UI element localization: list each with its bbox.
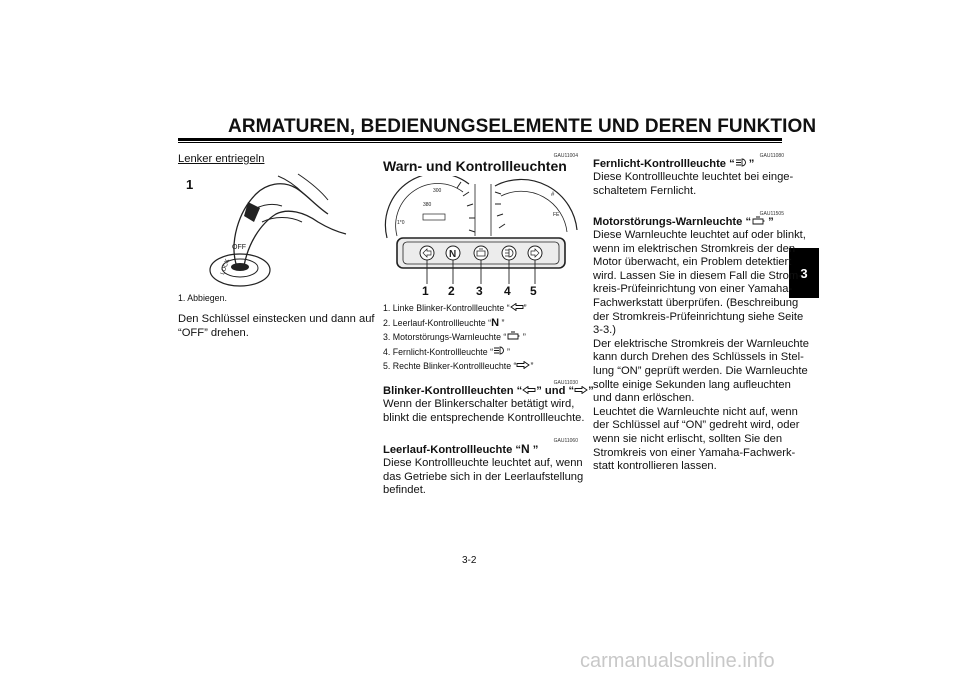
body-line: das Getriebe sich in der Leerlaufstellung xyxy=(383,470,584,483)
motorstoerung-body xyxy=(593,229,809,474)
engine-icon xyxy=(506,331,520,340)
callout-4: 4 xyxy=(504,284,511,298)
header-rule-thick xyxy=(178,138,782,141)
body-line: Wenn der Blinkerschalter betätigt wird, xyxy=(383,398,575,410)
callout-2: 2 xyxy=(448,284,455,298)
body-line: Diese Warnleuchte leuchtet auf oder blinkt, xyxy=(593,229,806,241)
watermark: carmanualsonline.info xyxy=(580,650,775,672)
key-lock-label: LOCK xyxy=(219,258,232,276)
svg-text:300: 300 xyxy=(433,188,442,194)
figure-caption: 1. Abbiegen. xyxy=(178,293,227,303)
body-line: wird. Lassen Sie in diesem Fall die Strom- xyxy=(593,269,802,282)
body-line: statt kontrollieren lassen. xyxy=(593,460,717,473)
engine-icon xyxy=(751,216,765,225)
heading-text: Leerlauf-Kontrollleuchte “ xyxy=(383,444,521,456)
legend-item: 2. Leerlauf-Kontrollleuchte “N ” xyxy=(383,316,505,329)
high-beam-icon xyxy=(735,158,749,167)
arrow-left-icon xyxy=(522,386,536,394)
legend-item: 1. Linke Blinker-Kontrollleuchte “ ” xyxy=(383,303,527,313)
body-line: Motor überwacht, ein Problem detektiert xyxy=(593,256,792,269)
legend-text: 3. Motorstörungs-Warnleuchte “ xyxy=(383,332,507,342)
neutral-n-icon: N xyxy=(491,316,500,329)
heading-text: Motorstörungs-Warnleuchte “ xyxy=(593,216,752,228)
legend-item: 4. Fernlicht-Kontrollleuchte “ ” xyxy=(383,346,510,357)
header-rule-thin xyxy=(178,142,782,143)
body-line: kann durch Drehen des Schlüssels in Stel- xyxy=(593,351,804,364)
body-line: Fachwerkstatt überprüfen. (Beschreibung xyxy=(593,296,799,309)
body-line: Diese Kontrollleuchte leuchtet auf, wenn xyxy=(383,457,583,469)
body-line: blinkt die entsprechende Kontrollleuchte. xyxy=(383,411,585,424)
key-figure xyxy=(178,172,350,290)
legend-text: 5. Rechte Blinker-Kontrollleuchte “ xyxy=(383,361,517,371)
high-beam-icon xyxy=(493,346,507,355)
body-line: Diese Kontrollleuchte leuchtet bei einge- xyxy=(593,171,794,183)
body-line: der Stromkreis-Prüfeinrichtung siehe Seite xyxy=(593,310,804,323)
fernlicht-body xyxy=(593,171,793,198)
figure-callout: 1 xyxy=(186,177,194,192)
arrow-right-icon xyxy=(516,361,530,369)
body-line: der Schlüssel auf “ON” gedreht wird, oder xyxy=(593,419,800,432)
body-line: schaltetem Fernlicht. xyxy=(593,184,697,197)
body-line: kreis-Prüfeinrichtung von einer Yamaha- xyxy=(593,283,793,296)
body-line: wenn im elektrischen Stromkreis der den xyxy=(593,242,796,255)
svg-text:N: N xyxy=(449,249,457,260)
neutral-body xyxy=(383,457,583,498)
heading-text: ” und “ xyxy=(536,385,575,397)
legend-text: 1. Linke Blinker-Kontrollleuchte “ xyxy=(383,303,510,313)
section-heading-blinker: Blinker-Kontrollleuchten “ ” und “ ” xyxy=(383,385,594,397)
svg-text:1*0: 1*0 xyxy=(397,220,405,226)
neutral-n-icon: N xyxy=(521,442,530,456)
legend-item: 5. Rechte Blinker-Kontrollleuchte “ ” xyxy=(383,361,534,371)
reference-code: GAU11030 xyxy=(553,380,578,386)
section-heading-lenker: Lenker entriegeln xyxy=(178,153,265,165)
body-line: Stromkreis von einer Yamaha-Fachwerk- xyxy=(593,446,796,459)
reference-code: GAU11505 xyxy=(759,211,784,217)
legend-item: 3. Motorstörungs-Warnleuchte “ ” xyxy=(383,332,526,342)
body-line: “OFF” drehen. xyxy=(178,326,249,339)
legend-list xyxy=(383,302,533,375)
svg-text:#: # xyxy=(551,192,555,198)
section-heading-fernlicht: Fernlicht-Kontrollleuchte “ ” xyxy=(593,158,755,170)
legend-text: 2. Leerlauf-Kontrollleuchte “ xyxy=(383,317,492,328)
section-heading-motorstoerung: Motorstörungs-Warnleuchte “ ” xyxy=(593,216,774,228)
reference-code: GAU11080 xyxy=(759,153,784,159)
arrow-left-icon xyxy=(510,303,524,311)
page-number: 3-2 xyxy=(462,555,477,566)
reference-code: GAU11004 xyxy=(553,153,578,159)
callout-1: 1 xyxy=(422,284,429,298)
chapter-tab: 3 xyxy=(789,248,819,298)
body-line: befindet. xyxy=(383,484,426,497)
section-heading-leerlauf: Leerlauf-Kontrollleuchte “N ” xyxy=(383,442,539,456)
body-line: Den Schlüssel einstecken und dann auf xyxy=(178,313,375,325)
key-off-label: OFF xyxy=(232,244,246,251)
body-line: Leuchtet die Warnleuchte nicht auf, wenn xyxy=(593,405,798,418)
legend-text: 4. Fernlicht-Kontrollleuchte “ xyxy=(383,346,494,357)
reference-code: GAU11060 xyxy=(553,438,578,444)
body-line: 3-3.) xyxy=(593,324,617,337)
svg-text:FE: FE xyxy=(553,212,560,218)
page-title: ARMATUREN, BEDIENUNGSELEMENTE UND DEREN FUNKTION xyxy=(228,116,817,137)
callout-5: 5 xyxy=(530,284,537,298)
heading-text: Fernlicht-Kontrollleuchte “ xyxy=(593,158,735,170)
key-illustration xyxy=(178,172,350,290)
body-line: lung “ON” geprüft werden. Die Warnleuchte xyxy=(593,364,808,377)
heading-text: Blinker-Kontrollleuchten “ xyxy=(383,385,523,397)
body-line: Der elektrische Stromkreis der Warnleuchte xyxy=(593,337,809,350)
section-heading-warn: Warn- und Kontrollleuchten xyxy=(383,158,567,174)
body-line: wenn sie nicht erlischt, sollten Sie den xyxy=(593,432,783,445)
svg-text:380: 380 xyxy=(423,202,432,208)
body-line: und dann erlöschen. xyxy=(593,392,695,405)
left-body-text xyxy=(178,313,375,340)
callout-3: 3 xyxy=(476,284,483,298)
body-line: sollte einige Sekunden lang aufleuchten xyxy=(593,378,791,391)
blinker-body xyxy=(383,398,585,425)
arrow-right-icon xyxy=(574,386,588,394)
dashboard-figure xyxy=(383,176,579,300)
instrument-panel-illustration xyxy=(383,176,579,300)
